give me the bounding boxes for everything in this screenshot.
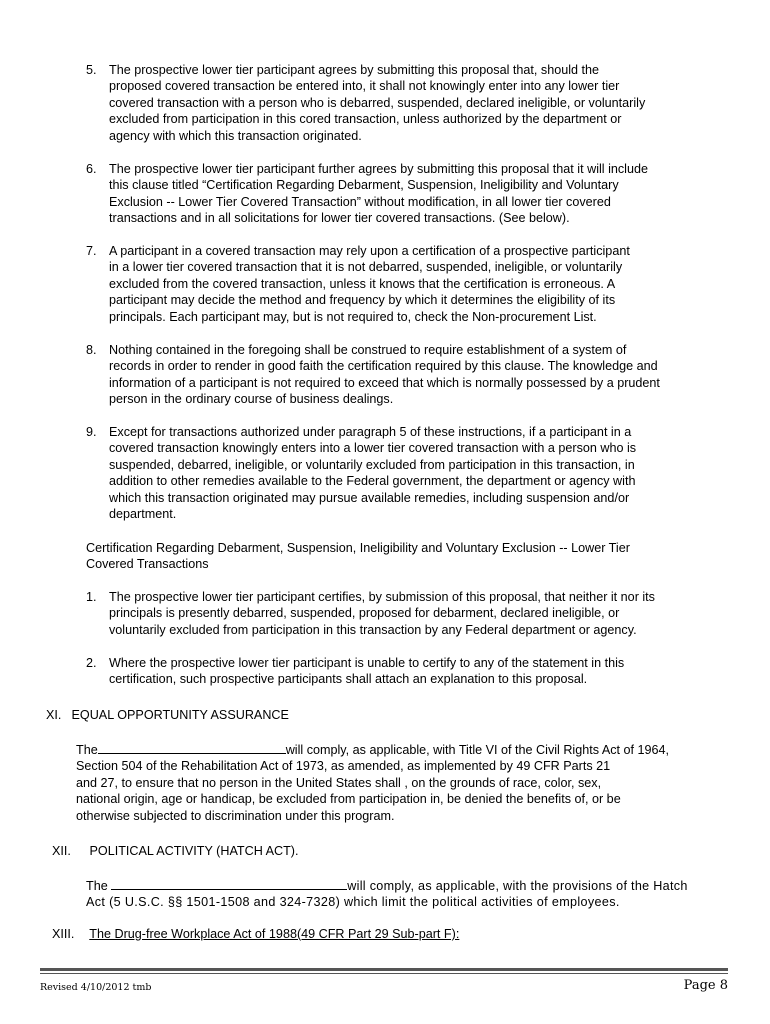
item-number: 9. (86, 425, 97, 439)
text-line: information of a participant is not required to exceed that which is normally possessed by a prudent (109, 375, 660, 390)
section-title: EQUAL OPPORTUNITY ASSURANCE (71, 708, 289, 722)
blank-line (111, 877, 347, 890)
text-line: addition to other remedies available to the Federal government, the department or agency with (109, 474, 636, 489)
text-line: Where the prospective lower tier participant is unable to certify to any of the statement in this (109, 656, 625, 670)
paragraph-item-7 (86, 243, 716, 325)
text-fragment: will comply, as applicable, with the provisions of the Hatch (347, 879, 688, 893)
text-line: agency with which this transaction originated. (109, 128, 362, 143)
text-line: participant may decide the method and frequency by which it determines the eligibility of its (109, 293, 616, 308)
text-line: which this transaction originated may pursue available remedies, including suspension and/or (109, 490, 630, 505)
text-line: national origin, age or handicap, be excluded from participation in, be denied the benefits of, or be (76, 792, 621, 807)
certification-item-1 (86, 589, 716, 638)
text-line: excluded from the covered transaction, unless it knows that the certification is erroneous. A (109, 276, 616, 291)
text-line: certification, such prospective participants shall attach an explanation to this proposal. (109, 672, 588, 687)
page-number: Page 8 (683, 978, 728, 993)
text-line: Except for transactions authorized under paragraph 5 of these instructions, if a participant in a (109, 425, 632, 439)
text-line (76, 741, 726, 758)
text-line: this clause titled “Certification Regarding Debarment, Suspension, Ineligibility and Voluntary (109, 178, 619, 193)
text-line: The prospective lower tier participant further agrees by submitting this proposal that it will include (109, 162, 648, 176)
text-line: principals. Each participant may, but is not required to, check the Non-procurement List. (109, 309, 597, 324)
item-number: 8. (86, 343, 97, 357)
section-title: The Drug-free Workplace Act of 1988(49 CFR Part 29 Sub-part F): (89, 927, 460, 941)
text-line: voluntarily excluded from participation in this transaction by any Federal department or agency. (109, 622, 637, 637)
paragraph-item-8 (86, 342, 716, 408)
text-line: The prospective lower tier participant agrees by submitting this proposal that, should the (109, 63, 600, 77)
section-xi-body (76, 741, 726, 824)
text-line: otherwise subjected to discrimination under this program. (76, 808, 395, 823)
text-line: A participant in a covered transaction may rely upon a certification of a prospective participant (109, 244, 630, 258)
item-number: 1. (86, 590, 97, 604)
section-xii-heading (52, 843, 299, 859)
section-number: XII. (52, 844, 71, 858)
section-number: XIII. (52, 927, 75, 941)
item-number: 2. (86, 656, 97, 670)
paragraph-item-6 (86, 161, 716, 227)
text-line: Section 504 of the Rehabilitation Act of 1973, as amended, as implemented by 49 CFR Parts 21 (76, 759, 611, 774)
text-line: records in order to render in good faith the certification required by this clause. The knowledge and (109, 359, 658, 374)
footer-rule-thick (40, 968, 728, 971)
section-xiii-heading (52, 926, 459, 942)
text-line (86, 877, 726, 894)
certification-item-2 (86, 655, 716, 688)
text-line: and 27, to ensure that no person in the United States shall , on the grounds of race, color, sex, (76, 775, 602, 790)
lead-word: The (76, 743, 98, 757)
section-title: POLITICAL ACTIVITY (HATCH ACT). (89, 844, 299, 858)
paragraph-item-5 (86, 62, 716, 144)
section-number: XI. (46, 708, 62, 722)
text-line: transactions and in all solicitations for lower tier covered transactions. (See below). (109, 211, 570, 226)
certification-heading (86, 540, 726, 573)
text-line: Exclusion -- Lower Tier Covered Transaction” without modification, in all lower tier covered (109, 194, 611, 209)
text-line: in a lower tier covered transaction that it is not debarred, suspended, ineligible, or voluntarily (109, 260, 623, 275)
item-number: 7. (86, 244, 97, 258)
text-line: covered transaction knowingly enters into a lower tier covered transaction with a person who is (109, 441, 637, 456)
blank-line (98, 741, 286, 754)
text-line: department. (109, 507, 177, 522)
revision-note: Revised 4/10/2012 tmb (40, 982, 152, 993)
lead-word: The (86, 879, 108, 893)
text-line: Certification Regarding Debarment, Suspension, Ineligibility and Voluntary Exclusion -- Lower Tier (86, 541, 630, 555)
text-line: principals is presently debarred, suspended, proposed for debarment, declared ineligible, or (109, 606, 620, 621)
text-line: person in the ordinary course of business dealings. (109, 392, 394, 407)
text-line: Covered Transactions (86, 557, 209, 572)
text-line: covered transaction with a person who is debarred, suspended, declared ineligible, or voluntarily (109, 95, 646, 110)
item-number: 5. (86, 63, 97, 77)
item-number: 6. (86, 162, 97, 176)
text-line: Nothing contained in the foregoing shall be construed to require establishment of a system of (109, 343, 627, 357)
text-line: excluded from participation in this cored transaction, unless authorized by the department or (109, 112, 622, 127)
section-xi-heading (46, 707, 289, 723)
text-fragment: will comply, as applicable, with Title VI of the Civil Rights Act of 1964, (285, 743, 670, 757)
text-line: Act (5 U.S.C. §§ 1501-1508 and 324-7328) which limit the political activities of employees. (86, 895, 620, 910)
footer-rule-thin (40, 973, 728, 974)
text-line: proposed covered transaction be entered into, it shall not knowingly enter into any lower tier (109, 79, 620, 94)
section-xii-body (86, 877, 726, 911)
paragraph-item-9 (86, 424, 716, 522)
text-line: suspended, debarred, ineligible, or voluntarily excluded from participation in this transaction, in (109, 457, 635, 472)
text-line: The prospective lower tier participant certifies, by submission of this proposal, that neither it nor its (109, 590, 655, 604)
